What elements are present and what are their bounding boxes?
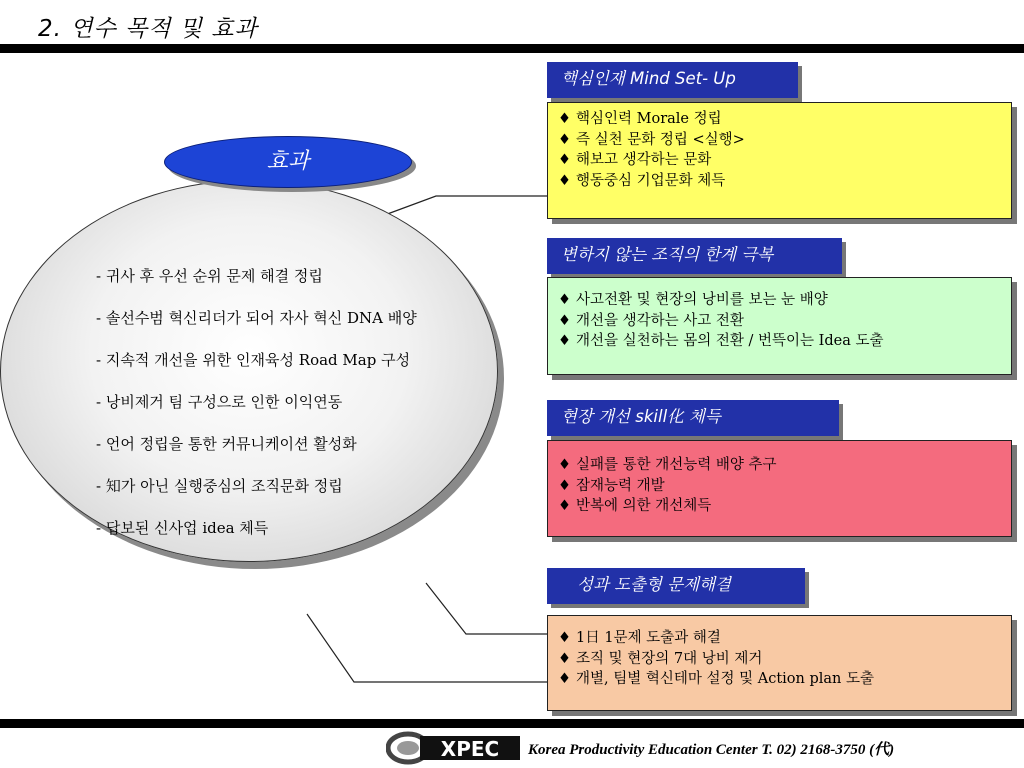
section-item: ♦ 1日 1문제 도출과 해결 bbox=[558, 628, 1011, 649]
page-title: 2. 연수 목적 및 효과 bbox=[38, 16, 258, 42]
diamond-bullet-icon: ♦ bbox=[558, 477, 571, 494]
section-item: ♦ 실패를 통한 개선능력 배양 추구 bbox=[558, 455, 1011, 476]
diamond-bullet-icon: ♦ bbox=[558, 457, 571, 473]
section-header-field-skill: 현장 개선 skill化 체득 bbox=[547, 400, 839, 436]
section-item: ♦ 잠재능력 개발 bbox=[558, 476, 1011, 497]
diamond-bullet-icon: ♦ bbox=[558, 111, 571, 127]
diamond-bullet-icon: ♦ bbox=[558, 312, 571, 329]
effect-label: 효과 bbox=[266, 149, 310, 174]
section-header-org-limits: 변하지 않는 조직의 한계 극복 bbox=[547, 238, 842, 274]
section-box-core-talent bbox=[547, 102, 1012, 219]
effect-label-ellipse bbox=[164, 136, 412, 188]
section-item: ♦ 개별, 팀별 혁신테마 설정 및 Action plan 도출 bbox=[558, 669, 1011, 690]
section-box-org-limits bbox=[547, 277, 1012, 375]
bottom-rule bbox=[0, 719, 1024, 728]
section-item: ♦ 개선을 실천하는 몸의 전환 / 번뜩이는 Idea 도출 bbox=[558, 331, 1011, 352]
diamond-bullet-icon: ♦ bbox=[558, 498, 571, 514]
section-box-field-skill bbox=[547, 440, 1012, 537]
diamond-bullet-icon: ♦ bbox=[558, 152, 571, 168]
section-header-problem-solving: 성과 도출형 문제해결 bbox=[547, 568, 805, 604]
kpc-logo bbox=[386, 730, 522, 766]
effect-item: - 지속적 개선을 위한 인재육성 Road Map 구성 bbox=[96, 351, 411, 369]
diamond-bullet-icon: ♦ bbox=[558, 172, 571, 189]
effect-item: - 낭비제거 팀 구성으로 인한 이익연동 bbox=[96, 393, 343, 411]
diamond-bullet-icon: ♦ bbox=[558, 292, 571, 308]
section-item: ♦ 즉 실천 문화 정립 <실행> bbox=[558, 130, 1011, 151]
effect-list bbox=[96, 261, 417, 555]
diamond-bullet-icon: ♦ bbox=[558, 671, 571, 687]
effect-item: - 知가 아닌 실행중심의 조직문화 정립 bbox=[96, 477, 343, 495]
section-item: ♦ 조직 및 현장의 7대 낭비 제거 bbox=[558, 649, 1011, 670]
section-item: ♦ 행동중심 기업문화 체득 bbox=[558, 171, 1011, 192]
diamond-bullet-icon: ♦ bbox=[558, 650, 571, 667]
section-item: ♦ 사고전환 및 현장의 낭비를 보는 눈 배양 bbox=[558, 290, 1011, 311]
section-item: ♦ 반복에 의한 개선체득 bbox=[558, 496, 1011, 517]
diamond-bullet-icon: ♦ bbox=[558, 630, 571, 646]
section-item: ♦ 핵심인력 Morale 정립 bbox=[558, 109, 1011, 130]
effect-item: - 답보된 신사업 idea 체득 bbox=[96, 519, 269, 537]
section-item: ♦ 해보고 생각하는 문화 bbox=[558, 150, 1011, 171]
section-item: ♦ 개선을 생각하는 사고 전환 bbox=[558, 311, 1011, 332]
diamond-bullet-icon: ♦ bbox=[558, 333, 571, 349]
effect-item: - 귀사 후 우선 순위 문제 해결 정립 bbox=[96, 267, 323, 285]
footer-text: Korea Productivity Education Center T. 02) 2168-3750 (代) bbox=[528, 742, 895, 758]
svg-text:XPEC: XPEC bbox=[440, 737, 500, 761]
effect-item: - 언어 정립을 통한 커뮤니케이션 활성화 bbox=[96, 435, 357, 453]
section-header-core-talent: 핵심인재 Mind Set- Up bbox=[547, 62, 798, 98]
section-box-problem-solving bbox=[547, 615, 1012, 711]
effect-item: - 솔선수범 혁신리더가 되어 자사 혁신 DNA 배양 bbox=[96, 309, 417, 327]
diamond-bullet-icon: ♦ bbox=[558, 131, 571, 148]
